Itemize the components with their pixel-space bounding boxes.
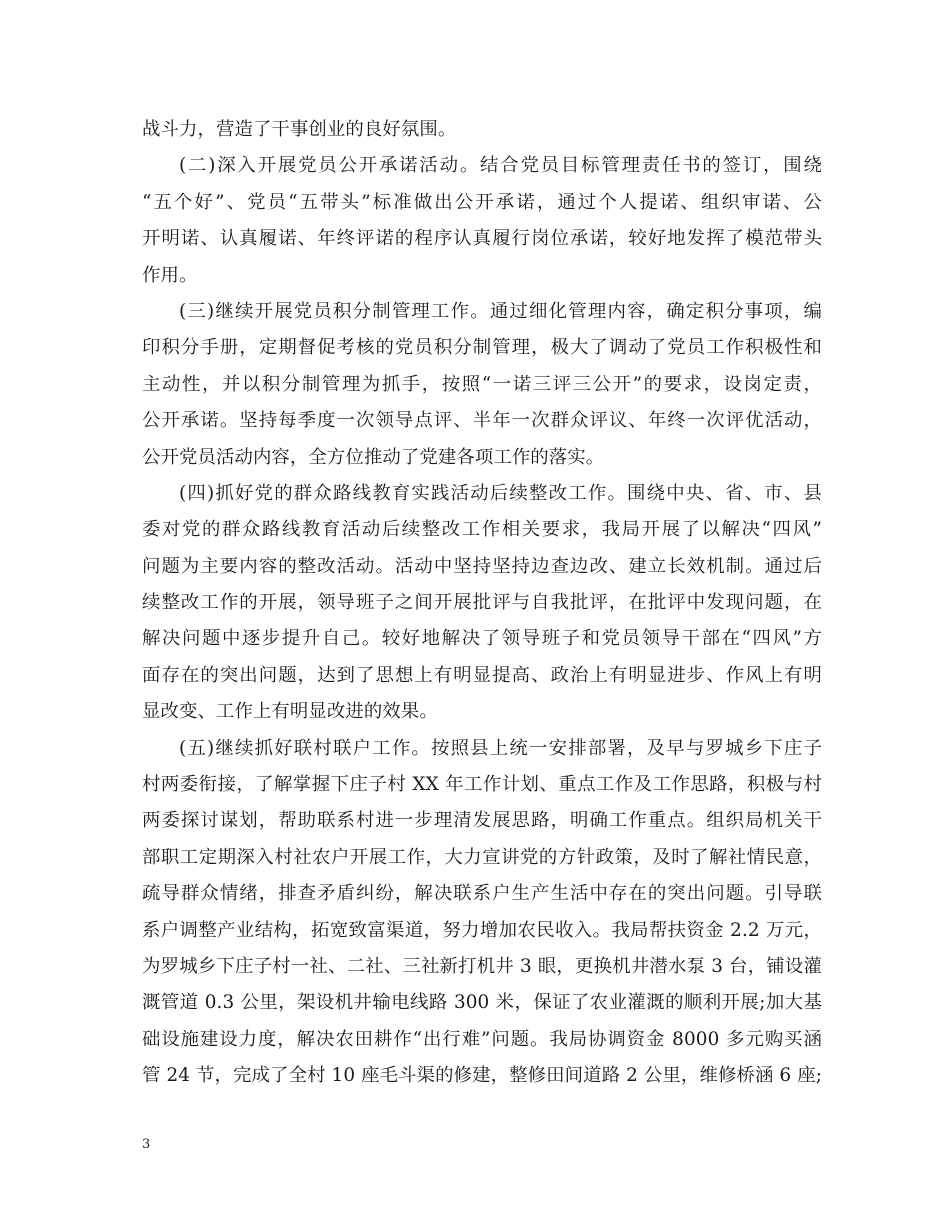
paragraph-first-line: (五)继续抓好联村联户工作。按照县上统一安排部署，及早与罗城乡下庄子 bbox=[179, 737, 822, 759]
text-line: 系户调整产业结构，拓宽致富渠道，努力增加农民收入。我局帮扶资金 2.2 万元， bbox=[142, 919, 822, 941]
text-line: 主动性，并以积分制管理为抓手，按照“一诺三评三公开”的要求，设岗定责， bbox=[142, 373, 822, 395]
text-line: 两委探讨谋划，帮助联系村进一步理清发展思路，明确工作重点。组织局机关干 bbox=[142, 810, 822, 832]
page-number: 3 bbox=[142, 1137, 151, 1152]
text-line: 解决问题中逐步提升自己。较好地解决了领导班子和党员领导干部在“四风”方 bbox=[142, 628, 822, 650]
text-line: 础设施建设力度，解决农田耕作“出行难”问题。我局协调资金 8000 多元购买涵 bbox=[142, 1028, 822, 1050]
text-line: “五个好”、党员“五带头”标准做出公开承诺，通过个人提诺、组织审诺、公 bbox=[142, 191, 822, 213]
paragraph-first-line: (四)抓好党的群众路线教育实践活动后续整改工作。围绕中央、省、市、县 bbox=[179, 482, 822, 504]
text-line: 作用。 bbox=[142, 264, 198, 286]
text-line: 为罗城乡下庄子村一社、二社、三社新打机井 3 眼，更换机井潜水泵 3 台，铺设灌 bbox=[142, 955, 822, 977]
text-line: 开明诺、认真履诺、年终评诺的程序认真履行岗位承诺，较好地发挥了模范带头 bbox=[142, 228, 822, 250]
text-line: 面存在的突出问题，达到了思想上有明显提高、政治上有明显进步、作风上有明 bbox=[142, 664, 822, 686]
paragraph-first-line: (二)深入开展党员公开承诺活动。结合党员目标管理责任书的签订，围绕 bbox=[179, 155, 822, 177]
document-body bbox=[142, 112, 822, 1095]
paragraph-first-line: (三)继续开展党员积分制管理工作。通过细化管理内容，确定积分事项，编 bbox=[179, 300, 822, 322]
text-line: 疏导群众情绪，排查矛盾纠纷，解决联系户生产生活中存在的突出问题。引导联 bbox=[142, 883, 822, 905]
text-line: 印积分手册，定期督促考核的党员积分制管理，极大了调动了党员工作积极性和 bbox=[142, 337, 822, 359]
text-line: 公开党员活动内容，全方位推动了党建各项工作的落实。 bbox=[142, 446, 605, 468]
text-line: 公开承诺。坚持每季度一次领导点评、半年一次群众评议、年终一次评优活动， bbox=[142, 410, 822, 432]
text-line: 战斗力，营造了干事创业的良好氛围。 bbox=[142, 119, 457, 140]
text-line: 委对党的群众路线教育活动后续整改工作相关要求，我局开展了以解决“四风” bbox=[142, 519, 822, 541]
text-line: 显改变、工作上有明显改进的效果。 bbox=[142, 701, 438, 723]
text-line: 续整改工作的开展，领导班子之间开展批评与自我批评，在批评中发现问题，在 bbox=[142, 592, 822, 614]
text-line: 村两委衔接，了解掌握下庄子村 XX 年工作计划、重点工作及工作思路，积极与村 bbox=[142, 774, 822, 796]
text-line: 部职工定期深入村社农户开展工作，大力宣讲党的方针政策，及时了解社情民意， bbox=[142, 846, 822, 868]
text-line: 问题为主要内容的整改活动。活动中坚持坚持边查边改、建立长效机制。通过后 bbox=[142, 555, 822, 577]
text-line: 管 24 节，完成了全村 10 座毛斗渠的修建，整修田间道路 2 公里，维修桥涵 6 座; bbox=[142, 1065, 822, 1087]
text-line: 溉管道 0.3 公里，架设机井输电线路 300 米，保证了农业灌溉的顺利开展;加大基 bbox=[142, 992, 822, 1014]
